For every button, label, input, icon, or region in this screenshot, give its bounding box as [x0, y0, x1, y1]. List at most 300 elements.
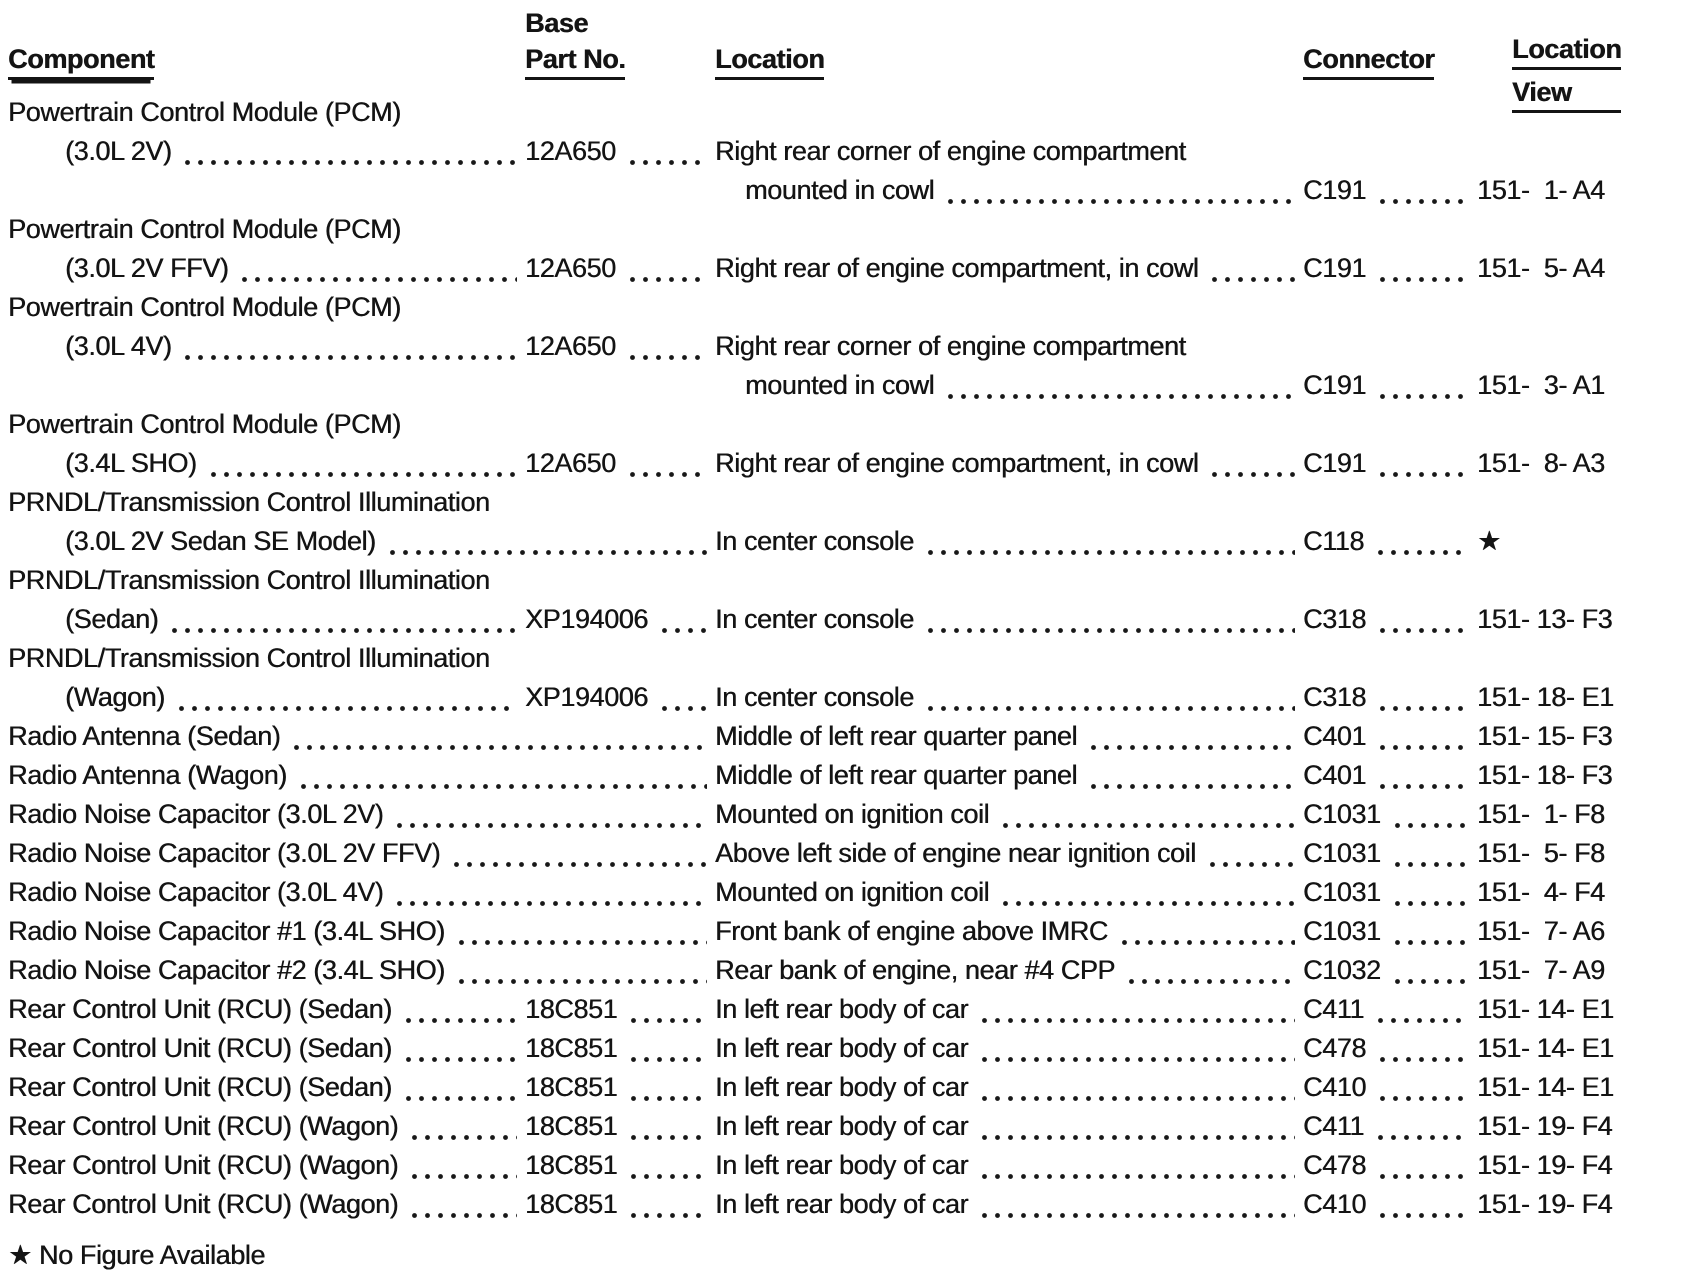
- location-view-ref: 151- 13- F3: [1477, 604, 1613, 634]
- dot-leader: [926, 682, 1295, 716]
- header-cell-location-view: [1512, 34, 1621, 113]
- location-cell: [715, 370, 1303, 404]
- part-no-cell: [525, 253, 715, 287]
- location-text: Right rear of engine compartment, in cowl: [715, 253, 1199, 283]
- location-view-cell: [1477, 994, 1694, 1028]
- location-cell: [715, 136, 1303, 170]
- dot-leader: [1393, 838, 1469, 872]
- table-row: [8, 833, 1694, 872]
- dot-leader: [1210, 448, 1295, 482]
- component-cell: [8, 1072, 525, 1106]
- location-view-cell: [1477, 175, 1694, 209]
- dot-leader: [1378, 604, 1469, 638]
- dot-leader: [629, 1189, 707, 1223]
- location-text: mounted in cowl: [745, 370, 935, 400]
- part-no: 18C851: [525, 1033, 618, 1063]
- component-text: Rear Control Unit (RCU) (Wagon): [8, 1189, 399, 1219]
- header-cell-component: [8, 44, 525, 80]
- connector-cell: [1303, 1033, 1477, 1067]
- component-text: Powertrain Control Module (PCM): [8, 97, 401, 127]
- component-text: Rear Control Unit (RCU) (Wagon): [8, 1111, 399, 1141]
- location-cell: [715, 526, 1303, 560]
- component-text: Radio Noise Capacitor (3.0L 2V): [8, 799, 384, 829]
- dot-leader: [1376, 526, 1469, 560]
- dot-leader: [1393, 955, 1469, 989]
- dot-leader: [1089, 760, 1295, 794]
- location-text: Middle of left rear quarter panel: [715, 760, 1078, 790]
- connector-id: C318: [1303, 604, 1366, 634]
- component-cell: [8, 526, 715, 560]
- location-cell: [715, 760, 1303, 794]
- header-connector: Connector: [1303, 44, 1434, 80]
- dot-leader: [299, 760, 707, 794]
- location-view-ref: 151- 1- F8: [1477, 799, 1605, 829]
- table-body: [8, 92, 1694, 1223]
- connector-id: C1031: [1303, 916, 1381, 946]
- part-no: XP194006: [525, 682, 648, 712]
- location-view-ref: 151- 3- A1: [1477, 370, 1605, 400]
- location-view-ref: 151- 18- E1: [1477, 682, 1614, 712]
- location-view-cell: [1477, 370, 1694, 404]
- dot-leader: [1393, 799, 1469, 833]
- dot-leader: [980, 1189, 1295, 1223]
- connector-id: C191: [1303, 370, 1366, 400]
- connector-id: C1031: [1303, 877, 1381, 907]
- connector-cell: [1303, 175, 1477, 209]
- location-text: Mounted on ignition coil: [715, 799, 990, 829]
- dot-leader: [629, 1111, 707, 1145]
- dot-leader: [629, 1072, 707, 1106]
- location-view-ref: 151- 5- F8: [1477, 838, 1605, 868]
- connector-cell: [1303, 526, 1477, 560]
- dot-leader: [1393, 877, 1469, 911]
- connector-cell: [1303, 799, 1477, 833]
- dot-leader: [1001, 877, 1295, 911]
- table-row: [8, 482, 1694, 521]
- part-no: 18C851: [525, 1189, 618, 1219]
- location-view-ref: ★: [1477, 526, 1501, 556]
- dot-leader: [183, 136, 517, 170]
- table-row: [8, 677, 1694, 716]
- component-text: Rear Control Unit (RCU) (Wagon): [8, 1150, 399, 1180]
- component-cell: [8, 916, 715, 950]
- location-cell: [715, 604, 1303, 638]
- component-cell: [8, 1189, 525, 1223]
- component-cell: [8, 604, 525, 638]
- component-text: Powertrain Control Module (PCM): [8, 214, 401, 244]
- connector-cell: [1303, 682, 1477, 716]
- location-view-cell: [1477, 1111, 1694, 1145]
- table-row: [8, 599, 1694, 638]
- connector-cell: [1303, 604, 1477, 638]
- component-cell: [8, 97, 1688, 131]
- connector-id: C191: [1303, 175, 1366, 205]
- connector-id: C191: [1303, 253, 1366, 283]
- dot-leader: [1378, 370, 1469, 404]
- part-no: 18C851: [525, 1111, 618, 1141]
- component-text: (3.0L 2V FFV): [65, 253, 229, 283]
- header-base: Base: [525, 8, 588, 38]
- location-text: Mounted on ignition coil: [715, 877, 990, 907]
- location-text: In center console: [715, 604, 914, 634]
- header-location-view-line1: Location: [1512, 34, 1621, 70]
- dot-leader: [388, 526, 707, 560]
- dot-leader: [629, 1033, 707, 1067]
- dot-leader: [457, 916, 707, 950]
- location-view-cell: [1477, 682, 1694, 716]
- component-text: Radio Noise Capacitor (3.0L 4V): [8, 877, 384, 907]
- component-cell: [8, 331, 525, 365]
- location-text: In left rear body of car: [715, 1189, 969, 1219]
- table-row: [8, 716, 1694, 755]
- component-cell: [8, 721, 715, 755]
- component-text: Radio Antenna (Wagon): [8, 760, 287, 790]
- footnote-text: ★ No Figure Available: [8, 1240, 265, 1270]
- dot-leader: [1378, 1072, 1469, 1106]
- table-row: [8, 755, 1694, 794]
- location-view-ref: 151- 5- A4: [1477, 253, 1605, 283]
- component-cell: [8, 799, 715, 833]
- dot-leader: [1378, 448, 1469, 482]
- component-cell: [8, 448, 525, 482]
- component-cell: [8, 253, 525, 287]
- dot-leader: [980, 1033, 1295, 1067]
- dot-leader: [628, 253, 707, 287]
- table-row: [8, 92, 1694, 131]
- location-view-ref: 151- 19- F4: [1477, 1150, 1613, 1180]
- location-cell: [715, 1072, 1303, 1106]
- location-text: In left rear body of car: [715, 994, 969, 1024]
- dot-leader: [1378, 721, 1469, 755]
- location-text: Right rear corner of engine compartment: [715, 331, 1186, 361]
- location-view-ref: 151- 7- A9: [1477, 955, 1605, 985]
- table-row: [8, 209, 1694, 248]
- dot-leader: [404, 1072, 517, 1106]
- component-text: (Sedan): [65, 604, 159, 634]
- connector-id: C410: [1303, 1072, 1366, 1102]
- component-cell: [8, 409, 1688, 443]
- component-cell: [8, 760, 715, 794]
- dot-leader: [1378, 1189, 1469, 1223]
- location-text: In left rear body of car: [715, 1072, 969, 1102]
- footnote: [8, 1240, 1694, 1271]
- part-no: 18C851: [525, 994, 618, 1024]
- part-no: 18C851: [525, 1072, 618, 1102]
- dot-leader: [183, 331, 517, 365]
- part-no: 12A650: [525, 253, 616, 283]
- table-row: [8, 404, 1694, 443]
- dot-leader: [177, 682, 517, 716]
- connector-id: C478: [1303, 1150, 1366, 1180]
- component-cell: [8, 877, 715, 911]
- dot-leader: [1378, 1150, 1469, 1184]
- part-no-cell: [525, 1189, 715, 1223]
- dot-leader: [209, 448, 517, 482]
- component-text: Radio Noise Capacitor #1 (3.4L SHO): [8, 916, 445, 946]
- location-cell: [715, 916, 1303, 950]
- location-view-ref: 151- 14- E1: [1477, 994, 1614, 1024]
- connector-cell: [1303, 877, 1477, 911]
- dot-leader: [1210, 253, 1295, 287]
- component-cell: [8, 565, 1688, 599]
- dot-leader: [1208, 838, 1295, 872]
- dot-leader: [410, 1189, 517, 1223]
- dot-leader: [629, 994, 707, 1028]
- location-text: In left rear body of car: [715, 1033, 969, 1063]
- location-cell: [715, 1150, 1303, 1184]
- location-text: mounted in cowl: [745, 175, 935, 205]
- location-view-cell: [1477, 526, 1694, 560]
- dot-leader: [1378, 253, 1469, 287]
- location-text: Rear bank of engine, near #4 CPP: [715, 955, 1115, 985]
- table-row: [8, 1106, 1694, 1145]
- location-view-cell: [1477, 1072, 1694, 1106]
- dot-leader: [628, 331, 707, 365]
- location-view-ref: 151- 19- F4: [1477, 1111, 1613, 1141]
- dot-leader: [395, 799, 707, 833]
- table-row: [8, 794, 1694, 833]
- dot-leader: [946, 370, 1295, 404]
- location-text: In left rear body of car: [715, 1111, 969, 1141]
- dot-leader: [404, 1033, 517, 1067]
- location-cell: [715, 175, 1303, 209]
- component-text: PRNDL/Transmission Control Illumination: [8, 643, 490, 673]
- location-view-ref: 151- 14- E1: [1477, 1072, 1614, 1102]
- component-text: (3.0L 4V): [65, 331, 172, 361]
- table-row: [8, 1145, 1694, 1184]
- table-row: [8, 443, 1694, 482]
- header-part-no: Part No.: [525, 44, 625, 80]
- component-cell: [8, 1111, 525, 1145]
- part-no: XP194006: [525, 604, 648, 634]
- component-cell: [8, 994, 525, 1028]
- connector-id: C1031: [1303, 838, 1381, 868]
- connector-cell: [1303, 955, 1477, 989]
- location-view-cell: [1477, 877, 1694, 911]
- location-view-cell: [1477, 253, 1694, 287]
- component-cell: [8, 1033, 525, 1067]
- connector-id: C318: [1303, 682, 1366, 712]
- location-view-ref: 151- 8- A3: [1477, 448, 1605, 478]
- component-cell: [8, 487, 1688, 521]
- header-location: Location: [715, 44, 824, 80]
- dot-leader: [980, 1150, 1295, 1184]
- connector-id: C410: [1303, 1189, 1366, 1219]
- table-row: [8, 989, 1694, 1028]
- location-view-cell: [1477, 604, 1694, 638]
- location-view-ref: 151- 14- E1: [1477, 1033, 1614, 1063]
- connector-id: C411: [1303, 1111, 1364, 1141]
- table-row: [8, 872, 1694, 911]
- component-cell: [8, 682, 525, 716]
- part-no-cell: [525, 136, 715, 170]
- dot-leader: [1376, 994, 1469, 1028]
- dot-leader: [457, 955, 707, 989]
- location-text: In center console: [715, 526, 914, 556]
- connector-id: C401: [1303, 760, 1366, 790]
- table-row: [8, 365, 1694, 404]
- location-text: Above left side of engine near ignition coil: [715, 838, 1196, 868]
- location-view-ref: 151- 1- A4: [1477, 175, 1605, 205]
- dot-leader: [1376, 1111, 1469, 1145]
- component-cell: [8, 214, 1688, 248]
- part-no-cell: [525, 1033, 715, 1067]
- table-row: [8, 131, 1694, 170]
- location-view-cell: [1477, 448, 1694, 482]
- component-text: (3.4L SHO): [65, 448, 197, 478]
- location-view-cell: [1477, 955, 1694, 989]
- dot-leader: [946, 175, 1295, 209]
- component-text: Powertrain Control Module (PCM): [8, 292, 401, 322]
- header-cell-connector: [1303, 44, 1477, 80]
- connector-cell: [1303, 721, 1477, 755]
- part-no-cell: [525, 448, 715, 482]
- dot-leader: [926, 526, 1295, 560]
- location-view-cell: [1477, 1150, 1694, 1184]
- dot-leader: [1001, 799, 1295, 833]
- part-no-cell: [525, 1150, 715, 1184]
- dot-leader: [629, 1150, 707, 1184]
- connector-id: C401: [1303, 721, 1366, 751]
- component-text: Rear Control Unit (RCU) (Sedan): [8, 1033, 392, 1063]
- connector-cell: [1303, 370, 1477, 404]
- table-row: [8, 170, 1694, 209]
- connector-id: C1032: [1303, 955, 1381, 985]
- dot-leader: [1378, 760, 1469, 794]
- location-cell: [715, 994, 1303, 1028]
- table-row: [8, 950, 1694, 989]
- connector-cell: [1303, 838, 1477, 872]
- part-no-cell: [525, 331, 715, 365]
- component-cell: [8, 292, 1688, 326]
- connector-id: C1031: [1303, 799, 1381, 829]
- dot-leader: [1378, 1033, 1469, 1067]
- location-view-cell: [1477, 838, 1694, 872]
- location-text: Middle of left rear quarter panel: [715, 721, 1078, 751]
- component-text: Rear Control Unit (RCU) (Sedan): [8, 994, 392, 1024]
- location-text: In left rear body of car: [715, 1150, 969, 1180]
- dot-leader: [1127, 955, 1295, 989]
- header-location-view-line2: View: [1512, 77, 1621, 113]
- connector-id: C411: [1303, 994, 1364, 1024]
- location-view-ref: 151- 19- F4: [1477, 1189, 1613, 1219]
- component-cell: [8, 838, 715, 872]
- dot-leader: [628, 136, 707, 170]
- connector-cell: [1303, 448, 1477, 482]
- component-text: Radio Antenna (Sedan): [8, 721, 281, 751]
- location-cell: [715, 682, 1303, 716]
- dot-leader: [240, 253, 517, 287]
- location-cell: [715, 877, 1303, 911]
- dot-leader: [170, 604, 517, 638]
- connector-cell: [1303, 1111, 1477, 1145]
- location-cell: [715, 1111, 1303, 1145]
- part-no-cell: [525, 1111, 715, 1145]
- part-no: 12A650: [525, 331, 616, 361]
- location-cell: [715, 331, 1303, 365]
- connector-cell: [1303, 1189, 1477, 1223]
- location-cell: [715, 799, 1303, 833]
- table-row: [8, 326, 1694, 365]
- dot-leader: [410, 1150, 517, 1184]
- location-text: In center console: [715, 682, 914, 712]
- location-cell: [715, 721, 1303, 755]
- part-no-cell: [525, 994, 715, 1028]
- connector-id: C191: [1303, 448, 1366, 478]
- connector-cell: [1303, 1072, 1477, 1106]
- table-header: [8, 0, 1694, 80]
- table-row: [8, 1184, 1694, 1223]
- part-no-cell: [525, 1072, 715, 1106]
- dot-leader: [1378, 175, 1469, 209]
- component-text: (Wagon): [65, 682, 165, 712]
- header-component: Component: [8, 44, 154, 80]
- component-text: PRNDL/Transmission Control Illumination: [8, 565, 490, 595]
- component-cell: [8, 955, 715, 989]
- connector-id: C118: [1303, 526, 1364, 556]
- location-view-ref: 151- 7- A6: [1477, 916, 1605, 946]
- component-cell: [8, 136, 525, 170]
- connector-cell: [1303, 1150, 1477, 1184]
- location-text: Right rear of engine compartment, in cowl: [715, 448, 1199, 478]
- location-view-cell: [1477, 1033, 1694, 1067]
- location-view-cell: [1477, 760, 1694, 794]
- connector-cell: [1303, 916, 1477, 950]
- location-view-cell: [1477, 1189, 1694, 1223]
- table-row: [8, 248, 1694, 287]
- component-cell: [8, 1150, 525, 1184]
- dot-leader: [980, 1111, 1295, 1145]
- component-text: (3.0L 2V Sedan SE Model): [65, 526, 376, 556]
- table-row: [8, 1028, 1694, 1067]
- location-view-ref: 151- 18- F3: [1477, 760, 1613, 790]
- table-row: [8, 1067, 1694, 1106]
- connector-cell: [1303, 760, 1477, 794]
- dot-leader: [452, 838, 707, 872]
- location-cell: [715, 838, 1303, 872]
- location-cell: [715, 253, 1303, 287]
- dot-leader: [404, 994, 517, 1028]
- connector-id: C478: [1303, 1033, 1366, 1063]
- part-no: 12A650: [525, 136, 616, 166]
- table-row: [8, 911, 1694, 950]
- location-cell: [715, 1033, 1303, 1067]
- component-cell: [8, 643, 1688, 677]
- table-row: [8, 638, 1694, 677]
- component-text: (3.0L 2V): [65, 136, 172, 166]
- location-view-cell: [1477, 799, 1694, 833]
- table-row: [8, 560, 1694, 599]
- dot-leader: [1378, 682, 1469, 716]
- dot-leader: [660, 604, 707, 638]
- dot-leader: [410, 1111, 517, 1145]
- table-row: [8, 521, 1694, 560]
- table-row: [8, 287, 1694, 326]
- location-cell: [715, 955, 1303, 989]
- location-cell: [715, 448, 1303, 482]
- location-cell: [715, 1189, 1303, 1223]
- dot-leader: [628, 448, 707, 482]
- component-text: PRNDL/Transmission Control Illumination: [8, 487, 490, 517]
- dot-leader: [1120, 916, 1295, 950]
- dot-leader: [292, 721, 707, 755]
- dot-leader: [926, 604, 1295, 638]
- header-cell-location: [715, 44, 1303, 80]
- dot-leader: [395, 877, 707, 911]
- location-view-cell: [1477, 916, 1694, 950]
- component-text: Radio Noise Capacitor (3.0L 2V FFV): [8, 838, 441, 868]
- connector-cell: [1303, 994, 1477, 1028]
